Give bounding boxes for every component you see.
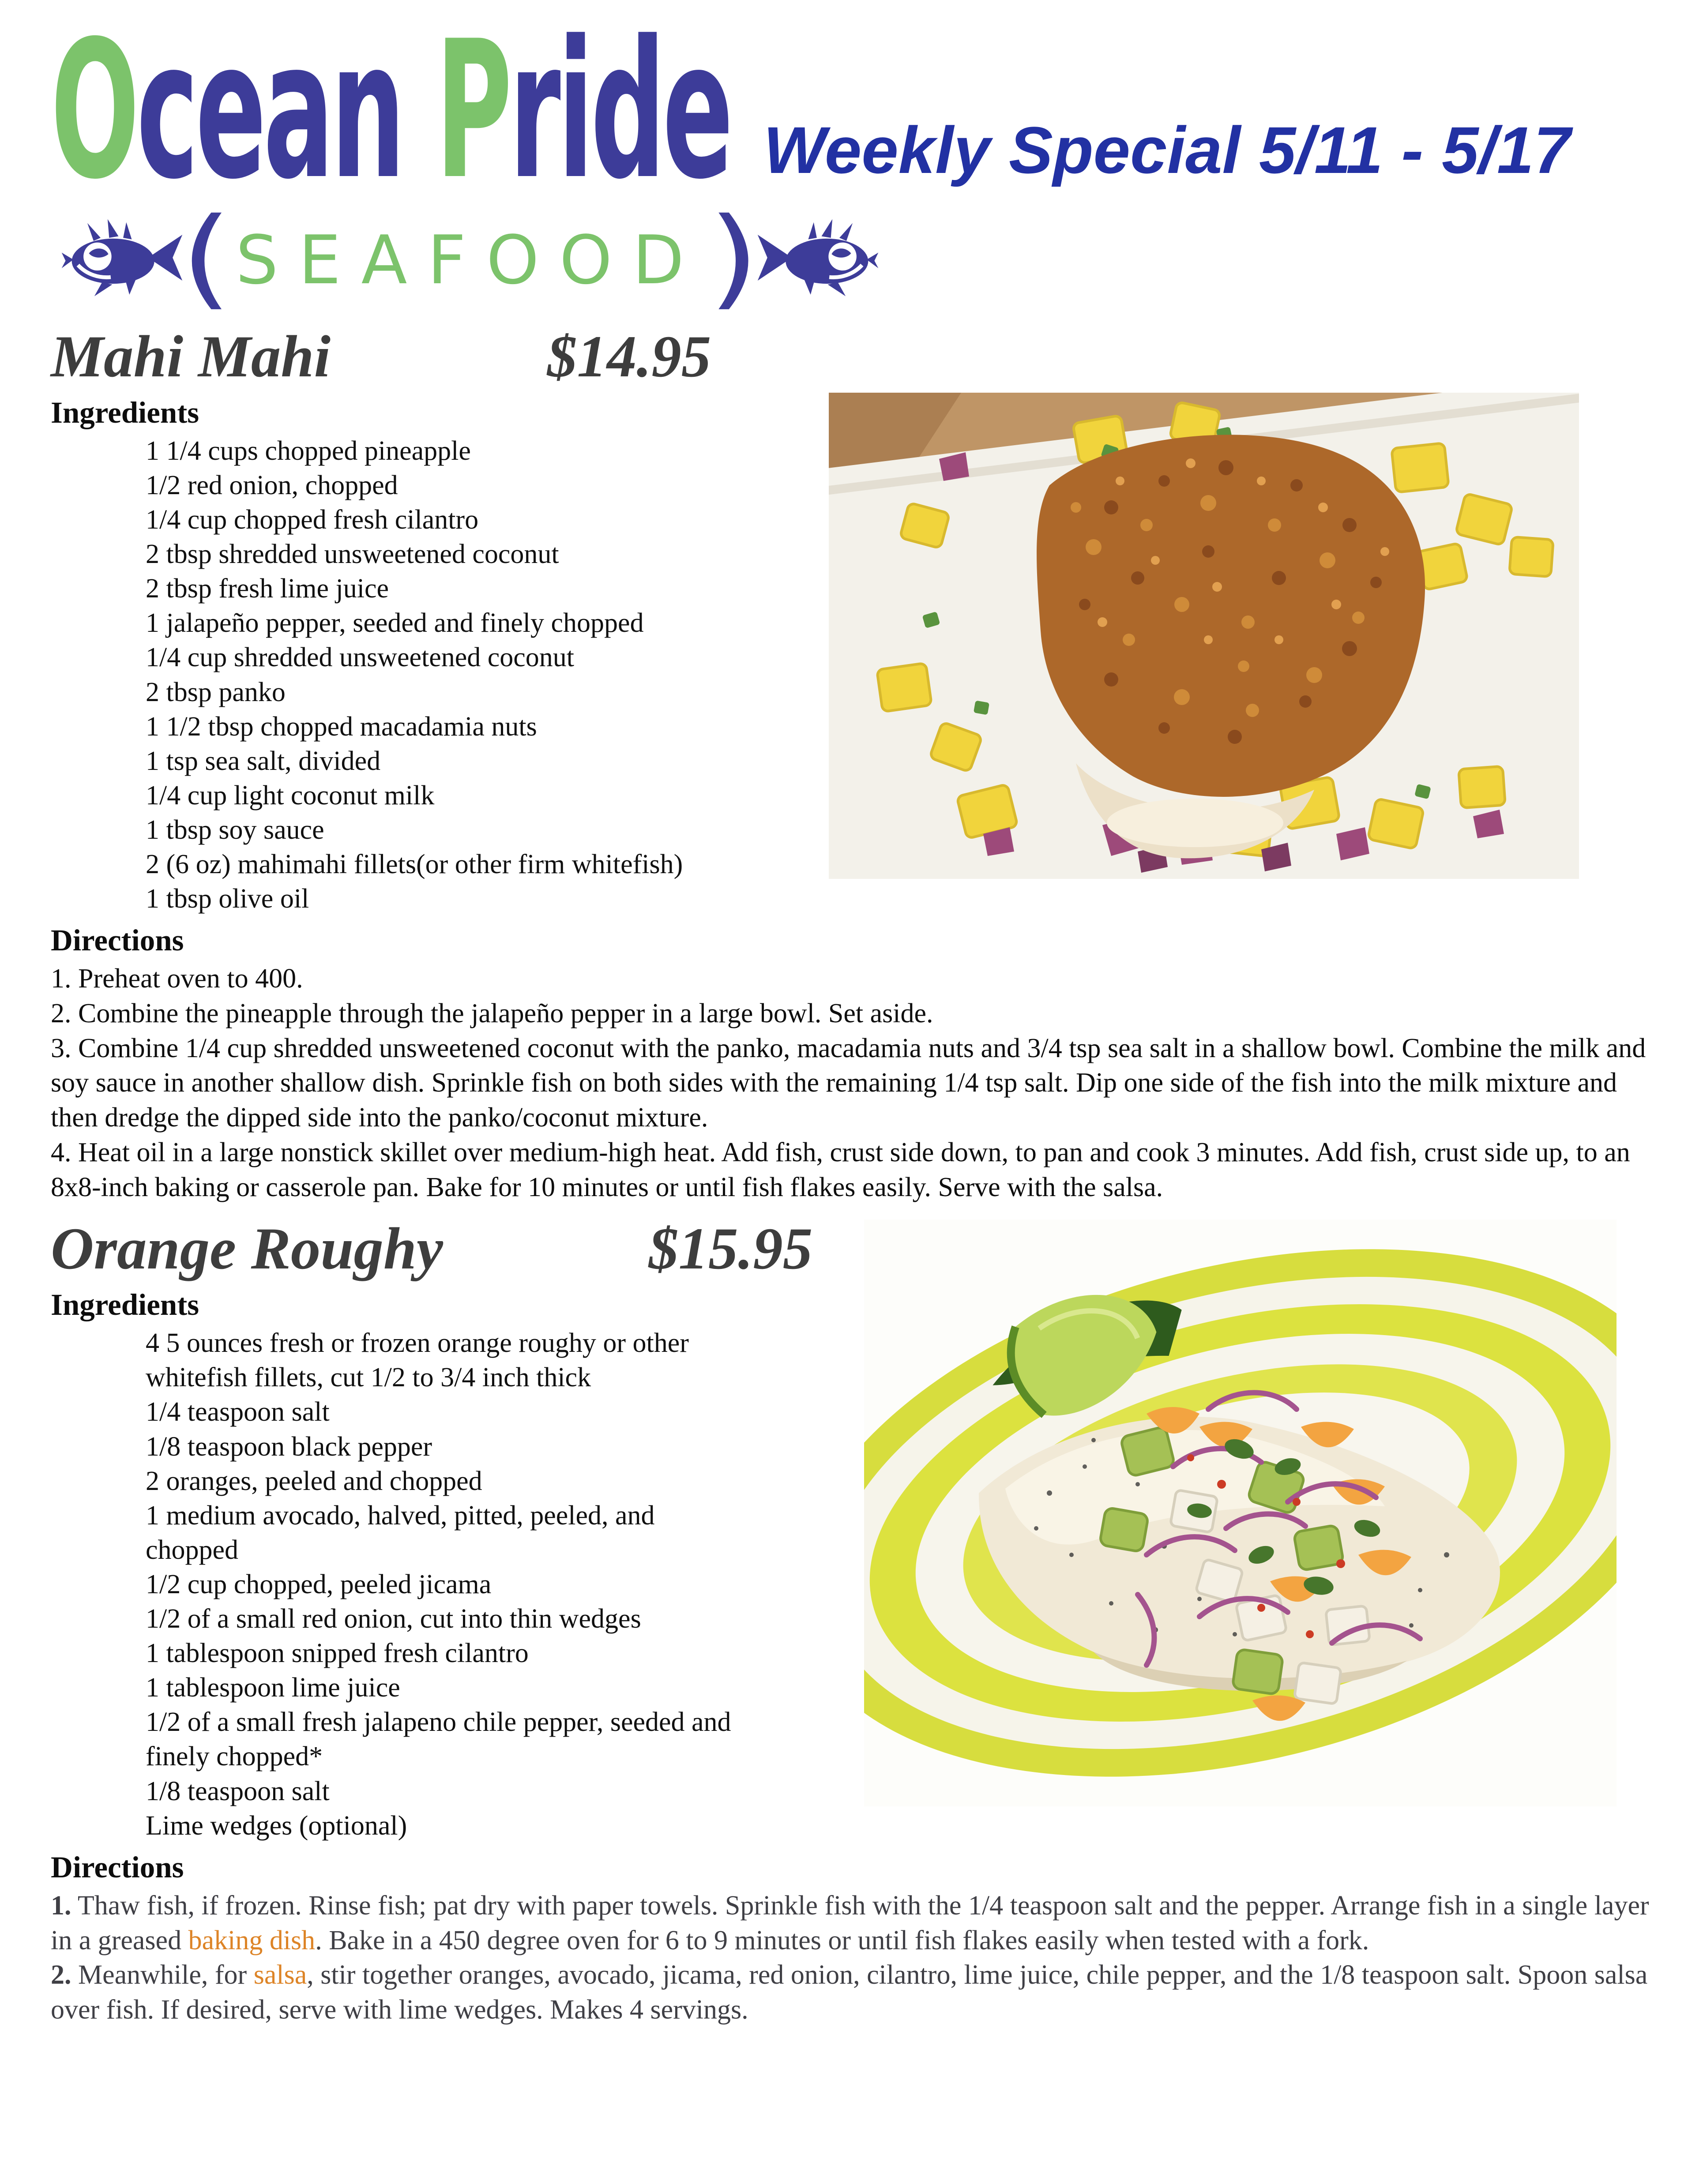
weekly-special-title: Weekly Special 5/11 - 5/17 <box>763 113 1571 187</box>
mahi-mahi-photo <box>829 393 1579 879</box>
header <box>51 0 1650 321</box>
directions-list <box>51 961 1650 1205</box>
ingredient-item: 1 tablespoon lime juice <box>146 1673 400 1703</box>
ingredient-item: 4 5 ounces fresh or frozen orange roughy or other whitefish fillets, cut 1/2 to 3/4 inch thick <box>146 1328 689 1393</box>
ingredients-label: Ingredients <box>51 395 199 429</box>
direction-text-segment: 1. Preheat oven to 400. <box>51 964 303 994</box>
ingredient-item: 1/2 of a small fresh jalapeno chile pepper, seeded and finely chopped* <box>146 1707 731 1772</box>
ingredient-item: 2 (6 oz) mahimahi fillets(or other firm whitefish) <box>146 849 683 880</box>
direction-text-segment: 4. Heat oil in a large nonstick skillet over medium-high heat. Add fish, crust side down, to pan and cook 3 minutes. Add fish, crust side up, to an 8x8-inch baking or casserole pan. Bake for 10 minutes or until fish flakes easily. Serve with the salsa. <box>51 1137 1630 1202</box>
ingredients-list <box>146 1326 733 1843</box>
ingredient-item: Lime wedges (optional) <box>146 1810 407 1841</box>
recipe-section-orange-roughy <box>51 1218 1650 2027</box>
ingredient-item: 1 tablespoon snipped fresh cilantro <box>146 1638 529 1669</box>
direction-text-segment: Meanwhile, for <box>71 1960 254 1990</box>
direction-item <box>51 1135 1650 1205</box>
logo-letters: cean <box>136 0 402 221</box>
logo-letters: ride <box>509 0 731 221</box>
ingredient-item: 1 tbsp olive oil <box>146 884 309 914</box>
ingredients-list <box>146 434 733 916</box>
direction-text-segment: 2. Combine the pineapple through the jalapeño pepper in a large bowl. Set aside. <box>51 998 933 1029</box>
recipe-link[interactable]: salsa <box>253 1960 307 1990</box>
orange-roughy-photo <box>864 1220 1617 1806</box>
direction-item <box>51 1031 1650 1135</box>
fish-icon <box>51 214 183 302</box>
ingredient-item: 2 tbsp panko <box>146 677 286 707</box>
recipe-header <box>51 1218 838 1280</box>
logo-seafood-row <box>51 194 889 321</box>
direction-text-segment: 2. <box>51 1960 71 1990</box>
direction-text-segment: , stir together oranges, avocado, jicama, red onion, cilantro, lime juice, chile pepper, and the 1/8 teaspoon salt. Spoon salsa over fish. If desired, serve with lime wedges. Makes 4 servings. <box>51 1960 1648 2025</box>
ingredient-item: 1 jalapeño pepper, seeded and finely chopped <box>146 608 644 638</box>
recipe-link[interactable]: baking dish <box>188 1925 316 1955</box>
recipe-price: $14.95 <box>547 324 711 390</box>
recipe-title: Orange Roughy <box>51 1216 443 1282</box>
recipe-section-mahi-mahi <box>51 326 1650 1205</box>
ingredient-item: 1 tsp sea salt, divided <box>146 746 381 776</box>
ingredients-label: Ingredients <box>51 1288 199 1322</box>
logo-letter: P <box>436 0 510 221</box>
fish-icon <box>757 214 889 302</box>
direction-item <box>51 1888 1650 1958</box>
direction-text-segment: 3. Combine 1/4 cup shredded unsweetened coconut with the panko, macadamia nuts and 3/4 tsp sea salt in a shallow bowl. Combine the milk and soy sauce in another shallow dish. Sprinkle fish on both sides with the remaining 1/4 tsp salt. Dip one side of the fish into the milk mixture and then dredge the dipped side into the panko/coconut mixture. <box>51 1033 1646 1133</box>
logo-paren-open: ( <box>180 194 233 321</box>
logo-seafood-text: SEAFOOD <box>236 221 705 299</box>
direction-item <box>51 996 1650 1031</box>
ingredient-item: 1/4 cup shredded unsweetened coconut <box>146 642 575 673</box>
direction-item <box>51 961 1650 996</box>
recipe-price: $15.95 <box>649 1216 813 1282</box>
ingredient-item: 1 1/2 tbsp chopped macadamia nuts <box>146 711 537 742</box>
direction-text-segment: 1. <box>51 1890 71 1921</box>
ingredient-item: 2 tbsp shredded unsweetened coconut <box>146 539 559 570</box>
ingredient-item: 1/2 of a small red onion, cut into thin wedges <box>146 1604 641 1634</box>
ingredient-item: 1/8 teaspoon salt <box>146 1776 330 1806</box>
direction-text-segment: Thaw fish, if frozen. Rinse fish; pat dry with paper towels. Sprinkle fish with the 1/4 teaspoon salt and the pepper. Arrange fish in a single layer in a greased <box>51 1890 1649 1955</box>
ingredient-item: 1/4 cup chopped fresh cilantro <box>146 504 479 535</box>
recipe-title: Mahi Mahi <box>51 324 331 390</box>
logo-paren-close: ) <box>708 194 760 321</box>
ingredient-item: 1 1/4 cups chopped pineapple <box>146 435 471 466</box>
ingredient-item: 1/2 red onion, chopped <box>146 470 398 500</box>
ingredient-item: 2 oranges, peeled and chopped <box>146 1466 482 1496</box>
directions-label: Directions <box>51 1850 184 1884</box>
directions-label: Directions <box>51 923 184 957</box>
ingredient-item: 1/2 cup chopped, peeled jicama <box>146 1569 492 1599</box>
logo-letter: O <box>51 0 137 221</box>
recipe-header <box>51 326 1650 388</box>
ingredient-item: 1/4 cup light coconut milk <box>146 780 435 811</box>
direction-item <box>51 1958 1650 2027</box>
ingredient-item: 2 tbsp fresh lime juice <box>146 574 389 604</box>
ingredient-item: 1/8 teaspoon black pepper <box>146 1431 432 1462</box>
directions-list <box>51 1888 1650 2027</box>
ingredient-item: 1 tbsp soy sauce <box>146 814 324 845</box>
direction-text-segment: . Bake in a 450 degree oven for 6 to 9 minutes or until fish flakes easily when tested with a fork. <box>315 1925 1369 1955</box>
ingredient-item: 1/4 teaspoon salt <box>146 1397 330 1427</box>
ingredient-item: 1 medium avocado, halved, pitted, peeled, and chopped <box>146 1500 655 1565</box>
